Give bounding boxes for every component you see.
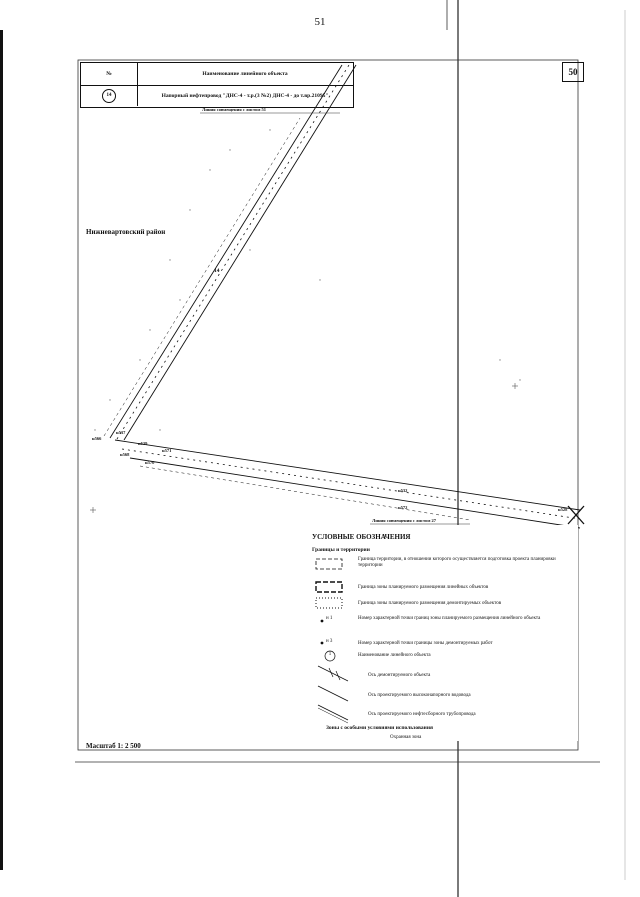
legend-item-text: Ось проектируемого высоконапорного водовода: [368, 693, 471, 698]
legend-title: УСЛОВНЫЕ ОБОЗНАЧЕНИЯ: [312, 533, 411, 541]
legend-symbol-dash-rect-bold: [316, 582, 342, 592]
table-col-number-header: №: [81, 63, 138, 85]
legend-item-text: Номер характерной точки границ зоны планируемого размещения линейного объекта: [358, 616, 541, 621]
match-line-bottom-label: Линия совмещения с листом 27: [372, 518, 437, 523]
legend-item-text: Охранная зона: [390, 735, 422, 740]
point-label: н537: [116, 430, 126, 435]
point-label: н566: [92, 436, 102, 441]
table-row-number: 14: [102, 89, 116, 103]
legend-item-text: Ось демонтируемого объекта: [368, 673, 431, 678]
legend-symbol-point: [321, 642, 324, 645]
page-number: 51: [314, 16, 326, 28]
legend-item-mark: н 1: [326, 616, 333, 621]
object-table: [80, 62, 354, 108]
binding-strip: [0, 30, 3, 870]
end-cross: [568, 506, 584, 524]
point-label: н532: [398, 488, 408, 493]
legend-item-text: Ось проектируемого нефтесборного трубопровода: [368, 712, 476, 717]
terrain-speckles: [94, 129, 520, 430]
point-label: н571: [162, 448, 172, 453]
legend-item-mark: н 3: [326, 639, 333, 644]
sheet-number-badge: 50: [562, 62, 584, 82]
legend-item-text: Граница зоны планируемого размещения линейных объектов: [358, 585, 489, 590]
table-col-name-header: Наименование линейного объекта: [202, 71, 288, 77]
legend-section-boundaries: Границы и территории: [312, 547, 370, 553]
legend-item-text: Граница зоны планируемого размещения демонтируемых объектов: [358, 601, 502, 606]
match-line-top-label: Линия совмещения с листом 51: [202, 107, 267, 112]
legend-item-text: Граница территории, в отношении которого осуществляется подготовка проекта планировки территории: [358, 557, 556, 568]
point-label: н570: [145, 460, 155, 465]
legend-item-text: Наименование линейного объекта: [358, 653, 431, 658]
legend-symbol-dash-rect-dot: [316, 598, 342, 608]
legend-symbol-double-line: [318, 705, 348, 720]
legend-symbols: [312, 555, 352, 741]
legend-symbol-cross-line: [318, 666, 348, 681]
table-row-name: Напорный нефтепровод "ДНС-4 - т.р.(3 №2) ДНС-4 - до т.вр.21095": [161, 92, 329, 99]
legend-item-mark: 1: [328, 652, 332, 657]
legend-item-text: Номер характерной точки границы зоны демонтируемых работ: [358, 641, 493, 646]
route-label: 14: [214, 268, 220, 274]
point-label: н539: [138, 441, 148, 446]
scale-label: Масштаб 1: 2 500: [86, 742, 141, 750]
point-label: н528: [558, 507, 568, 512]
legend-symbol-point: [321, 620, 324, 623]
legend-section-special: Зоны с особыми условиями использования: [326, 725, 433, 731]
corridor-upper: [104, 65, 356, 440]
point-label: н572: [398, 505, 408, 510]
corridor-lower: [115, 440, 580, 528]
legend: [312, 525, 578, 741]
legend-symbol-dash-rect: [316, 559, 342, 569]
legend-symbol-thin-line: [318, 686, 348, 701]
grid-crosses: [90, 383, 518, 513]
district-label: Нижневартовский район: [86, 228, 166, 236]
point-label: н568: [120, 452, 130, 457]
